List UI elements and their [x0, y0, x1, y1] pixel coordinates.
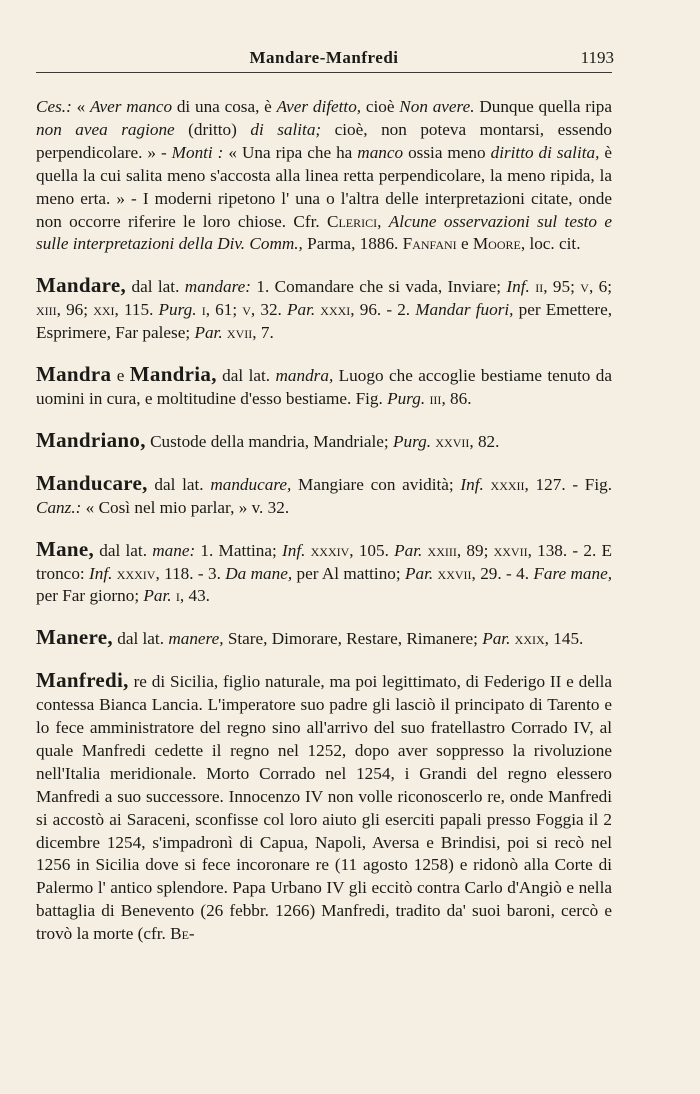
entry-text: , 96. - 2.	[350, 300, 416, 320]
headword: Mandria,	[129, 362, 217, 387]
entry-text: , 43.	[179, 586, 210, 606]
entry-text: , 86.	[441, 388, 472, 408]
entry-text: dal lat.	[94, 540, 153, 560]
italic-text: Da mane,	[225, 563, 293, 583]
entry-text: , 95;	[543, 277, 581, 297]
dictionary-entry	[36, 363, 612, 411]
italic-text: manco	[357, 142, 404, 162]
entry-text: cioè, non poteva montarsi, essendo perpendicolare. » -	[36, 119, 612, 162]
entry-text: , 32.	[250, 300, 287, 320]
italic-text: Par.	[194, 323, 223, 343]
italic-text: non avea ragione	[36, 119, 175, 139]
small-caps-text: xiii	[36, 300, 57, 320]
running-header	[36, 44, 612, 73]
italic-text: Purg.	[393, 431, 432, 451]
italic-text: Mandar fuori,	[415, 300, 514, 320]
headword: Mandra	[36, 362, 112, 387]
headword: Manfredi,	[36, 668, 129, 693]
italic-text: Fare mane,	[533, 563, 613, 583]
entry-text: , 61;	[205, 300, 243, 320]
entry-text: , 29. - 4.	[471, 563, 534, 583]
dictionary-entry	[36, 274, 612, 345]
entry-text: « Una ripa che ha	[223, 142, 358, 162]
running-title: Mandare-Manfredi	[249, 48, 399, 67]
entry-text: Parma, 1886.	[302, 234, 403, 254]
entry-text: 1. Comandare che si vada, Inviare;	[250, 277, 507, 297]
italic-text: Purg.	[387, 388, 426, 408]
small-caps-text: xvii	[226, 323, 253, 343]
dictionary-entry	[36, 626, 612, 651]
small-caps-text: iii	[429, 388, 442, 408]
small-caps-text: v	[242, 300, 251, 320]
entry-text	[381, 212, 388, 231]
italic-text: diritto di salita,	[490, 142, 600, 162]
italic-text: di salita;	[250, 119, 322, 139]
entry-text: per Far giorno;	[36, 586, 144, 606]
entry-text: , 115.	[114, 300, 159, 320]
small-caps-text: Clerici,	[327, 211, 382, 231]
entry-text: dal lat.	[147, 474, 211, 494]
small-caps-text: xxxi	[320, 300, 351, 320]
entry-text: Dunque quella ripa	[474, 97, 613, 116]
italic-text: manducare,	[210, 474, 292, 494]
small-caps-text: Moore,	[472, 234, 526, 254]
entry-text: , 6;	[588, 277, 613, 297]
italic-text: mandare:	[184, 277, 251, 297]
small-caps-text: i	[201, 300, 206, 320]
italic-text: Inf.	[460, 474, 484, 494]
italic-text: Par.	[286, 300, 316, 320]
small-caps-text: xxvii	[435, 431, 470, 451]
entry-text: Luogo che accoglie bestiame tenuto da uomini in cura, e moltitudine d'esso bestiame. Fig.	[36, 366, 612, 408]
entry-text: dal lat.	[126, 277, 185, 297]
italic-text: Purg.	[158, 300, 197, 320]
dictionary-entry	[36, 669, 612, 946]
small-caps-text: xxiii	[427, 540, 457, 560]
entry-text: per Emettere, Esprimere, Far palese;	[36, 300, 613, 343]
italic-text: Inf.	[282, 540, 306, 560]
entry-text: , 127. - Fig.	[524, 474, 613, 494]
dictionary-entry	[36, 538, 612, 609]
headword: Manere,	[36, 625, 113, 650]
italic-text: Non avere.	[399, 97, 475, 116]
small-caps-text: ii	[535, 277, 544, 297]
entry-text: Custode della mandria, Mandriale;	[145, 431, 394, 451]
entry-text: (dritto)	[174, 119, 251, 139]
italic-text: Par.	[405, 563, 434, 583]
entry-text: per Al mattino;	[292, 563, 406, 583]
italic-text: Aver manco	[89, 97, 173, 116]
headword: Manducare,	[36, 470, 148, 495]
entry-text: Mangiare con avidità;	[291, 474, 461, 494]
italic-text: Par.	[482, 629, 511, 649]
italic-text: Par.	[143, 586, 172, 606]
dictionary-entry	[36, 472, 612, 520]
entry-text: , 105.	[349, 540, 395, 560]
entry-text: 1. Mattina;	[195, 540, 282, 560]
italic-text: Canz.:	[36, 497, 82, 517]
entry-text: « Così nel mio parlar, » v. 32.	[81, 497, 290, 517]
headword: Mandare,	[36, 273, 127, 298]
page-number: 1193	[580, 48, 614, 67]
small-caps-text: xxix	[514, 629, 545, 649]
italic-text: Ces.:	[36, 97, 72, 116]
entry-text: Stare, Dimorare, Restare, Rimanere;	[223, 629, 483, 649]
italic-text: Aver difetto,	[276, 97, 362, 116]
headword: Mane,	[36, 536, 95, 561]
italic-text: Inf.	[506, 277, 530, 297]
small-caps-text: xxxiv	[116, 563, 156, 583]
entry-text: «	[71, 97, 90, 116]
italic-text: mane:	[152, 540, 196, 560]
small-caps-text: xxvii	[493, 540, 528, 560]
entry-text: , 82.	[469, 431, 500, 451]
entry-text: dal lat.	[216, 366, 276, 386]
italic-text: Inf.	[89, 563, 113, 583]
dictionary-entry	[36, 429, 612, 454]
entry-text: , 7.	[252, 323, 274, 343]
entry-text	[484, 475, 491, 494]
small-caps-text: v	[580, 277, 589, 297]
entry-text: dal lat.	[112, 629, 169, 649]
italic-text: mandra,	[275, 366, 334, 386]
entry-text: e	[111, 366, 130, 386]
small-caps-text: xxxii	[490, 474, 525, 494]
entry-text: ossia meno	[403, 142, 491, 162]
italic-text: Par.	[394, 540, 423, 560]
small-caps-text: Fanfani	[402, 234, 457, 254]
entry-text: cioè	[361, 97, 400, 116]
entry-text: , 145.	[544, 629, 584, 649]
italic-text: Alcune osservazioni sul testo e sulle interpretazioni della Div. Comm.,	[36, 211, 613, 254]
italic-text: Monti :	[171, 142, 224, 162]
entry-text: , 118. - 3.	[155, 563, 226, 583]
entry-continuation	[36, 96, 612, 256]
italic-text: manere,	[168, 629, 224, 649]
entry-text: di una cosa, è	[172, 97, 277, 116]
small-caps-text: xxvii	[437, 563, 472, 583]
entry-text: e	[456, 234, 473, 254]
small-caps-text: Be-	[170, 924, 195, 944]
entry-text: , 138. - 2. E tronco:	[36, 540, 612, 583]
small-caps-text: xxxiv	[310, 540, 350, 560]
headword: Mandriano,	[36, 427, 146, 452]
entry-text: , 96;	[56, 300, 94, 320]
entry-text: loc. cit.	[525, 234, 581, 254]
entry-text: , 89;	[456, 540, 494, 560]
entries-body	[36, 96, 612, 964]
entry-text: re di Sicilia, figlio naturale, ma poi legittimato, di Federigo II e della contessa Bianca Lancia. L'imperatore suo padre gli lasciò il principato di Tarento e lo fece amministratore del regno sino all'arrivo del suo fratellastro Corrado IV, al quale Manfredi cedette il regno nel 1252, dopo aver soppresso la rivoluzione nell'Italia meridionale. Morto Corrado nel 1254, i Grandi del regno elessero Manfredi a suo successore. Innocenzo IV non volle riconoscerlo re, onde Manfredi si accostò ai Saraceni, sconfisse col loro aiuto gli eserciti papali presso Foggia il 2 dicembre 1254, s'impadronì di Capua, Napoli, Aversa e Brindisi, poi si recò nel 1256 in Sicilia dove si fece incoronare re (11 agosto 1258) e ridonò alla Corte di Palermo l' antico splendore. Papa Urbano IV gli eccitò contra Carlo d'Angiò e nella battaglia di Benevento (26 febbr. 1266) Manfredi, tradito da' suoi baroni, cercò e trovò la morte (cfr.	[36, 672, 612, 944]
entry-text: è quella la cui salita meno s'accosta alla linea retta perpendicolare, la meno ripida, la meno erta. » - I moderni ripetono l' una o l'altra delle interpretazioni citate, onde non occorre riferire le loro chiose. Cfr.	[36, 142, 612, 231]
small-caps-text: xxi	[93, 300, 115, 320]
small-caps-text: i	[175, 586, 180, 606]
